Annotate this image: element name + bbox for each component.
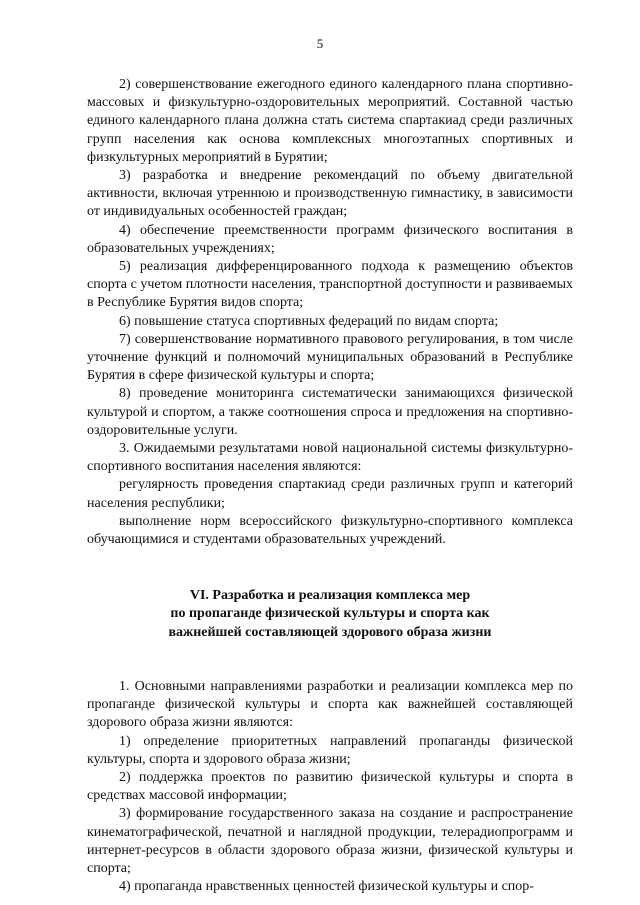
paragraph: 4) обеспечение преемственности программ физического воспитания в образовательных учреждениях; [87, 222, 573, 256]
paragraph: 8) проведение мониторинга систематически занимающихся физической культурой и спортом, а также соотношения спроса и предложения на спортивно-оздоровительные услуги. [87, 386, 573, 438]
section-heading-line: важнейшей составляющей здорового образа жизни [168, 624, 492, 640]
paragraph: 1) определение приоритетных направлений пропаганды физической культуры, спорта и здорового образа жизни; [87, 733, 573, 767]
paragraph: 2) поддержка проектов по развитию физической культуры и спорта в средствах массовой информации; [87, 769, 573, 804]
page-number: 5 [316, 36, 324, 51]
paragraph: 3. Ожидаемыми результатами новой национальной системы физкультурно-спортивного воспитания населения являются: [87, 441, 573, 475]
paragraph: 3) разработка и внедрение рекомендаций по объему двигательной активности, включая утреннюю и производственную гимнастику, в зависимости от индивидуальных особенностей граждан; [87, 168, 573, 220]
paragraph: 1. Основными направлениями разработки и реализации комплекса мер по пропаганде физической культуры и спорта как важнейшей составляющей здорового образа жизни являются: [87, 678, 573, 731]
section-heading-line: VI. Разработка и реализация комплекса мер [189, 588, 471, 604]
paragraph: выполнение норм всероссийского физкультурно-спортивного комплекса обучающимися и студентами образовательных учреждений. [87, 513, 573, 548]
paragraph: 2) совершенствование ежегодного единого календарного плана спортивно-массовых и физкультурно-оздоровительных мероприятий. Составной частью единого календарного плана должна стать система спартакиад среди различных групп населения как основа комплексных многоэтапных спортивных и физкультурных мероприятий в Бурятии; [87, 77, 573, 165]
paragraph: регулярность проведения спартакиад среди различных групп и категорий населения республики; [87, 477, 573, 511]
paragraph: 4) пропаганда нравственных ценностей физической культуры и спор- [119, 879, 534, 895]
section-heading-line: по пропаганде физической культуры и спорта как [170, 606, 490, 622]
section-heading [87, 587, 573, 642]
paragraph: 6) повышение статуса спортивных федераций по видам спорта; [119, 313, 499, 329]
paragraph: 5) реализация дифференцированного подхода к размещению объектов спорта с учетом плотности населения, транспортной доступности и развиваемых в Республике Бурятия видов спорта; [87, 259, 573, 311]
document-body [87, 76, 573, 896]
paragraph: 3) формирование государственного заказа на создание и распространение кинематографической, печатной и наглядной продукции, телерадиопрограмм и интернет-ресурсов в области здорового образа жизни, физической культуры и спорта; [87, 806, 573, 876]
paragraph: 7) совершенствование нормативного правового регулирования, в том числе уточнение функций и полномочий муниципальных образований в Республике Бурятия в сфере физической культуры и спорта; [87, 331, 573, 384]
